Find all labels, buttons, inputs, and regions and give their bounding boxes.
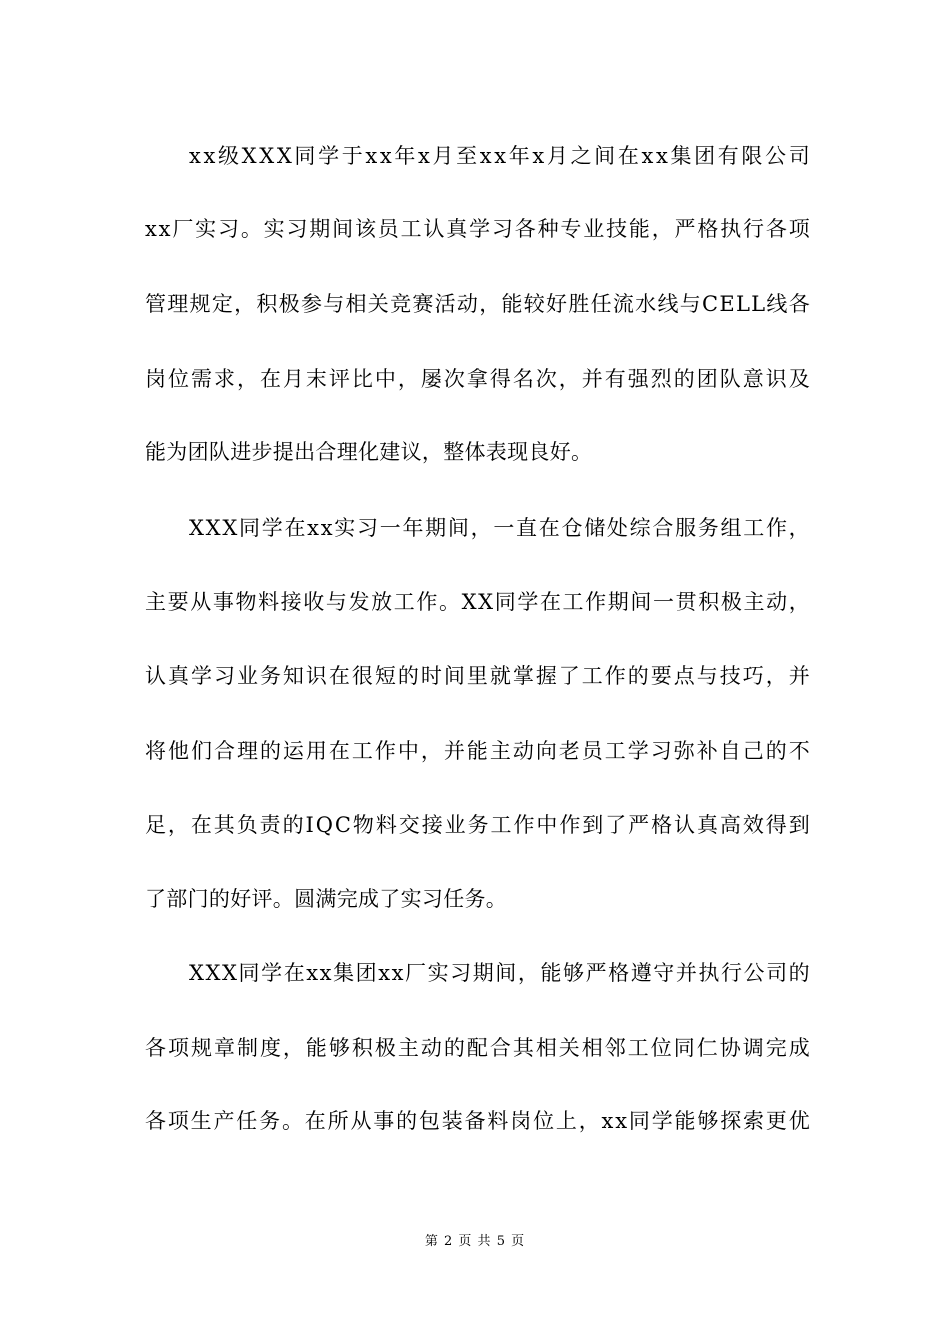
paragraph-2-line-2: 主要从事物料接收与发放工作。XX同学在工作期间一贯积极主动， <box>145 590 812 614</box>
paragraph-2-line-6: 了部门的好评。圆满完成了实习任务。 <box>145 887 508 911</box>
paragraph-1-line-2: xx厂实习。实习期间该员工认真学习各种专业技能，严格执行各项 <box>145 217 812 241</box>
paragraph-3-line-1: XXX同学在xx集团xx厂实习期间，能够严格遵守并执行公司的 <box>189 961 812 985</box>
paragraph-3-line-3: 各项生产任务。在所从事的包装备料岗位上，xx同学能够探索更优 <box>145 1109 812 1133</box>
paragraph-2-line-3: 认真学习业务知识在很短的时间里就掌握了工作的要点与技巧，并 <box>145 664 812 688</box>
paragraph-2-line-1: XXX同学在xx实习一年期间，一直在仓储处综合服务组工作， <box>189 516 812 540</box>
paragraph-2-line-5: 足，在其负责的IQC物料交接业务工作中作到了严格认真高效得到 <box>145 813 812 837</box>
paragraph-1-line-3: 管理规定，积极参与相关竞赛活动，能较好胜任流水线与CELL线各 <box>145 292 811 316</box>
paragraph-1-line-5: 能为团队进步提出合理化建议，整体表现良好。 <box>145 440 593 464</box>
paragraph-2-line-4: 将他们合理的运用在工作中，并能主动向老员工学习弥补自己的不 <box>145 739 812 763</box>
paragraph-1-line-4: 岗位需求，在月末评比中，屡次拿得名次，并有强烈的团队意识及 <box>145 367 812 391</box>
paragraph-3-line-2: 各项规章制度，能够积极主动的配合其相关相邻工位同仁协调完成 <box>145 1036 812 1060</box>
page-number-footer: 第 2 页 共 5 页 <box>424 1234 526 1249</box>
paragraph-1-line-1: xx级XXX同学于xx年x月至xx年x月之间在xx集团有限公司 <box>189 144 813 168</box>
